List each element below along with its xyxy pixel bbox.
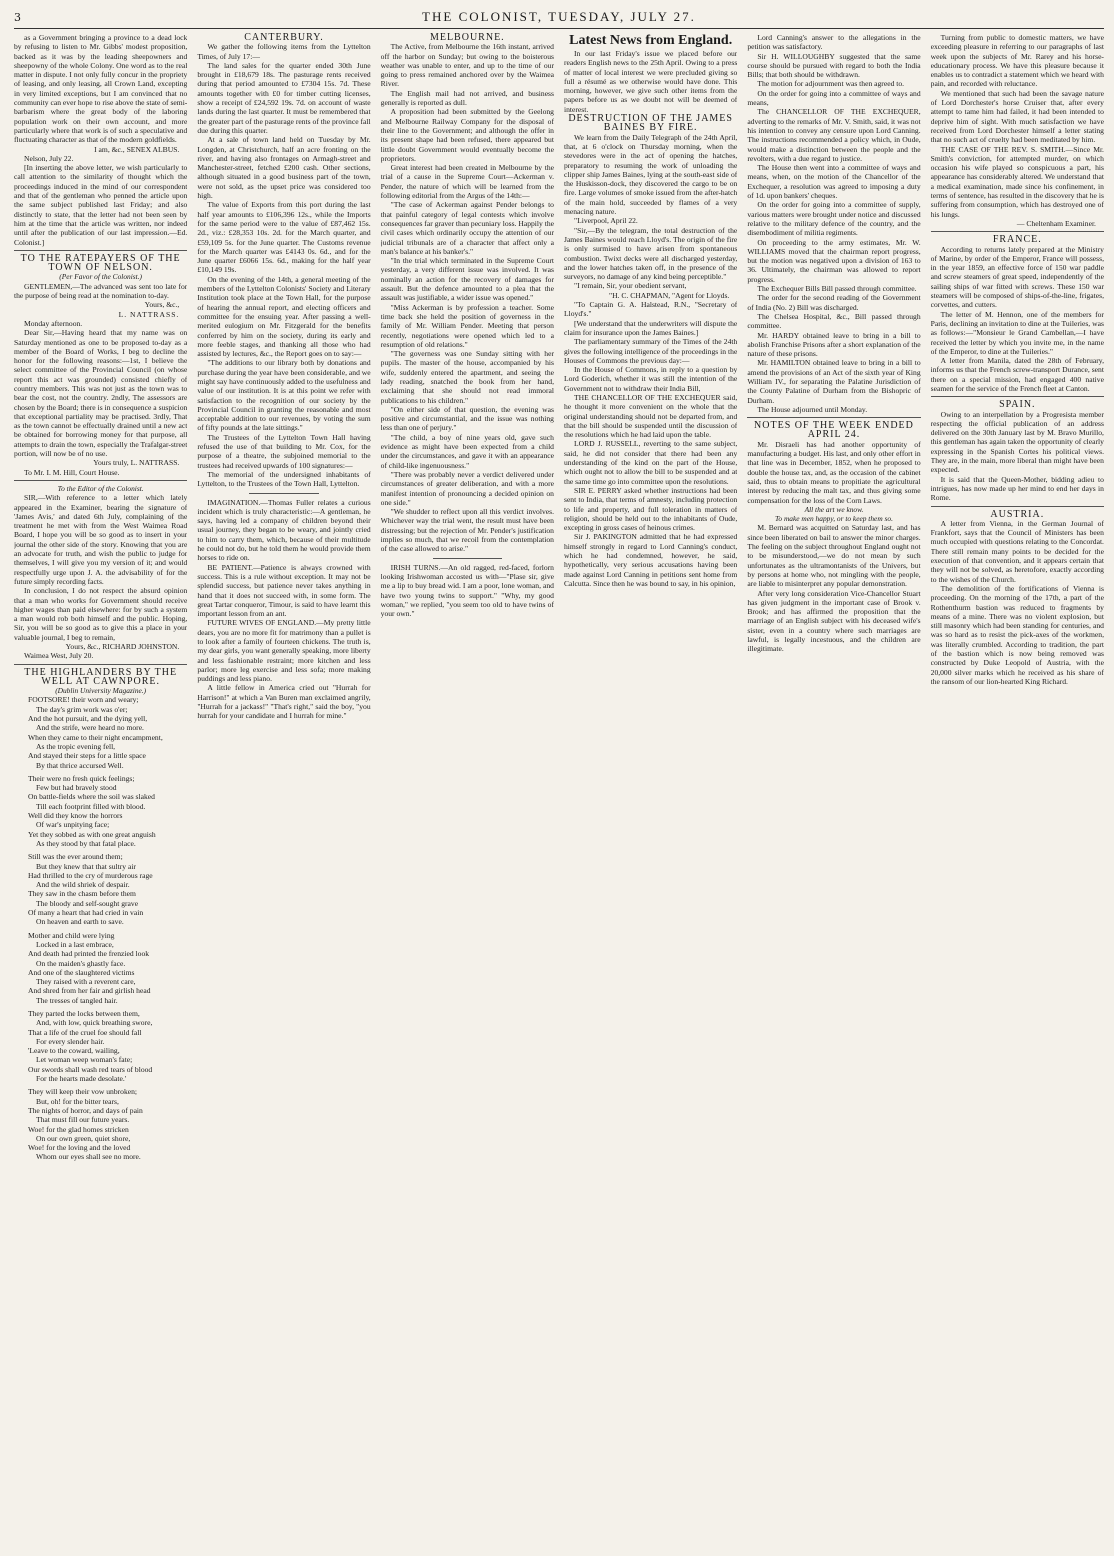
poem-line: On our own green, quiet shore, (36, 1133, 131, 1143)
chelsea-hospital: The Chelsea Hospital, &c., Bill passed through committee. (747, 311, 921, 331)
poem-line: And, with low, quick breathing swore, (36, 1018, 153, 1028)
canning-answer: Lord Canning's answer to the allegations in the petition was satisfactory. (747, 33, 921, 52)
land-sales: The land sales for the quarter ended 30th June brought in £18,679 18s. The pasturage rents received during that period amounted to £7304 15s. 7d. These amounts together with £0 for timber cutting licenses, show a receipt of £24,592 19s. 7d. on account of waste lands during the last quarter. It must be remembered that the greater part of the pasturage rents of the province fall due during this quarter. (197, 60, 371, 135)
english-mail: The English mail had not arrived, and business generally is reported as dull. (380, 88, 554, 108)
heading-highlanders: THE HIGHLANDERS BY THE WELL AT CAWNPORE. (24, 666, 178, 687)
poem-line: Of war's unpitying face; (36, 820, 110, 830)
hennon-letter: The letter of M. Hennon, one of the members for Paris, declining an invitation to dine at the Tuileries, was as follows:—"Monsieur le Grand Cambellan,—I have received the letter by which you invite me, in the name of the Emperor, to dine at the Tuileries." (930, 309, 1104, 356)
column-3 (381, 33, 554, 1553)
disraeli-budget: Mr. Disraeli has had another opportunity of manufacturing a budget. His last, and only other effort in that line was in December, 1852, when he proposed to double the house tax, and, as the occasion of the cabinet said, thus to obtain means to propitiate the agricultural interest by reducing the malt tax, and thus giving some compensation for the loss of the Corn Laws. (747, 439, 921, 505)
masthead (14, 6, 1104, 28)
column-2 (197, 33, 370, 1553)
heading-france: FRANCE. (992, 234, 1042, 246)
army-estimates: On proceeding to the army estimates, Mr. W. WILLIAMS moved that the chairman report progress, but the motion was negatived upon a division of 163 to 36. Ultimately, the chairman was allowed to report progress. (747, 237, 921, 284)
divider (14, 250, 187, 251)
verse-line-1: All the art we know. (804, 504, 864, 514)
divider (931, 506, 1104, 507)
willoughby: Sir H. WILLOUGHBY suggested that the same course should be pursued with regard to both the India Bills; that both should be withdrawn. (747, 51, 921, 80)
heading-james-baines: DESTRUCTION OF THE JAMES BAINES BY FIRE. (568, 113, 733, 134)
heading-melbourne: MELBOURNE. (429, 33, 505, 43)
poem-line: And stayed their steps for a little space (28, 751, 146, 761)
exchequer-bills: The Exchequer Bills Bill passed through committee. (757, 284, 917, 294)
poem-line: As they stood by that fatal place. (36, 838, 136, 848)
town-hall-trustees: The Trustees of the Lyttelton Town Hall having refused the use of that building to Mr. Cox, for the purpose of a theatre, the subjoined memorial to the trustees had received upwards of 100 signatures:— (197, 432, 371, 470)
verse-line-2: To make men happy, or to keep them so. (774, 514, 893, 524)
subheading-dublin: (Dublin University Magazine.) (55, 686, 147, 696)
monday-afternoon: Monday afternoon. (24, 318, 83, 328)
poem-line: And death had printed the frenzied look (28, 949, 150, 959)
railway-proposition: A proposition had been submitted by the Geelong and Melbourne Railway Company for the disposal of their line to the Government; and although the offer in its present shape had been refused, there appeared but little doubt Government would eventually become the proprietors. (380, 107, 554, 163)
poem-highlanders (14, 695, 187, 1161)
irish-turns: IRISH TURNS.—An old ragged, red-faced, forlorn looking Irishwoman accosted us with—"Plase sir, give me a lip to buy bread wid. I am a poor, lone woman, and have two young twins to support." "Why, my good woman," we replied, "you seem too old to have twins of your own." (380, 562, 554, 619)
ways-means-order: On the order for going into a committee of ways and means, (747, 88, 921, 108)
poem-line: Let woman weep woman's fate; (36, 1055, 133, 1065)
poem-line: Well did they know the horrors (28, 811, 123, 821)
poem-line: Of many a heart that had cried in vain (28, 908, 144, 918)
poem-line: FOOTSORE! their worn and weary; (28, 695, 139, 705)
poem-line: Woe! for the glad homes stricken (28, 1124, 129, 1134)
gentlemen-paragraph: GENTLEMEN,—The advanced was sent too late for the purpose of being read at the nomination to-day. (14, 281, 188, 301)
heading-spain: SPAIN. (999, 399, 1036, 411)
poem-line: The bloody and self-sought grave (36, 898, 139, 908)
column-6 (931, 33, 1104, 1553)
divider (14, 480, 187, 481)
lloyds-letter: "Sir,—By the telegram, the total destruction of the James Baines would reach Lloyd's. The origin of the fire is only surmised to have arisen from spontaneous combustion. Twixt decks were all discharged yesterday, and the lower hatches taken off, in the presence of the surveyors, no damage of any kind being perceptible." (563, 225, 738, 282)
last-friday: In our last Friday's issue we placed before our readers English news to the 25th April. Owing to a press of matter of local interest we were precluded giving so full a résumé as we otherwise would have done. This morning, however, we give such other items from the papers before us as we doubt not will be deemed of interest. (563, 49, 738, 114)
poem-line: They parted the locks between them, (28, 1008, 140, 1018)
poem-line: For every slender hair. (36, 1036, 105, 1046)
mr-hardy: Mr. HARDY obtained leave to bring in a bill to abolish Franchise Prisons after a short explanation of the nature of these prisons. (747, 330, 921, 359)
poem-line: Mother and child were lying (28, 930, 115, 940)
divider (14, 664, 187, 665)
poem-line: But they knew that that sultry air (36, 861, 136, 871)
yours-line: Yours, &c., (144, 300, 180, 310)
heading-notes-week: NOTES OF THE WEEK ENDED APRIL 24. (754, 420, 914, 441)
cruiser-horse: We mentioned that such had been the savage nature of Lord Dorchester's horse Cruiser that, after every attempt to tame him had failed, it had been intended to deprive him of sight. With much satisfaction we have received from Lord Dorchester himself a letter stating that no such act of cruelty had been meditated by him. (930, 88, 1104, 145)
dateline-liverpool: "Liverpool, April 22. (573, 216, 638, 226)
divider (747, 417, 920, 418)
poem-line: They raised with a reverent care, (36, 977, 136, 987)
underwriters-note: [We understand that the underwriters will dispute the claim for insurance upon the James Baines.] (563, 318, 738, 337)
imagination: IMAGINATION.—Thomas Fuller relates a curious incident which is truly characteristic:—A gentleman, he says, having led a company of children beyond their usual journey, they began to be weary, and jointly cried to him to carry them, which, because of their multitude he could not do, but he told them he would provide them horses to ride on. (197, 497, 371, 563)
chancellor-reply: THE CHANCELLOR OF THE EXCHEQUER said, he thought it more convenient on the whole that the original understanding should not be departed from, and that the bill should be suspended until the discussion of the resolutions which he had laid upon the table. (563, 392, 738, 440)
column-5 (747, 33, 920, 1553)
signature-senex-albus: I am, &c., SENEX ALBUS. (94, 144, 180, 154)
reflection: "We shudder to reflect upon all this verdict involves. Whichever way the trial went, the result must have been distressing; but the rejection of Mr. Pender's justification implies so much, that we recoil from the contemplation of the case allowed to arise." (380, 507, 554, 554)
source-cheltenham: — Cheltenham Examiner. (1016, 218, 1096, 228)
library-meeting: On the evening of the 14th, a general meeting of the members of the Lyttelton Colonists' Society and Literary Institution took place at the Town Hall, for the purpose of hearing the annual report, and electing officers and committee for the ensuing year. After passing a well-merited eulogium on Mr. Fitzgerald for the benefits conferred by him on the society, during its early and more feeble stages, and thanking all those who had assisted by lectures, &c., the Report goes on to say:— (197, 274, 371, 359)
heading-ratepayers: TO THE RATEPAYERS OF THE TOWN OF NELSON. (20, 252, 181, 274)
lord-russell: LORD J. RUSSELL, reverting to the same subject, said, he did not consider that there had been any understanding of the kind on the part of the House, which ought not to allow the bill to be suspended and at the same time go into committee upon the resolutions. (563, 439, 738, 486)
divider (931, 396, 1104, 397)
masthead-rule (14, 28, 1104, 29)
dateline-nelson: Nelson, July 22. (24, 153, 74, 163)
chancellor-canning: The CHANCELLOR OF THE EXCHEQUER, adverting to the remarks of Mr. V. Smith, said, it was not his intention to convey any censure upon Lord Canning. The instructions recommended a policy which, in Oude, would make a distinction between the people and the revolters, with a due regard to justice. (747, 107, 921, 163)
be-patient: BE PATIENT.—Patience is always crowned with success. This is a rule without exception. It may not be splendid success, but patience never takes anything in hand that it does not succeed with, in some form. The great Tartar conqueror, Timour, is said to have learnt this important lesson from an ant. (197, 562, 371, 619)
governess: "The governess was one Sunday sitting with her pupils. The master of the house, accompanied by his wife, suddenly entered the apartment, and seeing the lady reading, snatched the book from her hand, exclaiming that she should not read immoral publications to his children." (380, 349, 554, 405)
signature-johnston: Yours, &c., RICHARD JOHNSTON. (65, 642, 180, 651)
remain-line: "I remain, Sir, your obedient servant, (573, 281, 687, 291)
daily-telegraph: We learn from the Daily Telegraph of the 24th April, that, at 6 o'clock on Thursday morning, when the stevedores were in the act of opening the hatches, preparatory to resuming the work of unloading the clipper ship James Baines, lying at the south-east side of the Huskisson-dock, they discovered the cargo to be on fire. Large volumes of smoke issued from the after-hatch of the main hold, succeeded by flames of a very menacing nature. (563, 132, 738, 217)
subheading-per-favor: (Per Favor of the Colonist.) (59, 272, 143, 282)
poem-line: And shred from her fair and girlish head (28, 986, 151, 996)
column-4 (564, 33, 737, 1553)
house-adjourned: The House adjourned until Monday. (757, 404, 868, 414)
signature-nattrass: L. NATTRASS. (118, 309, 180, 319)
future-wives: FUTURE WIVES OF ENGLAND.—My pretty little dears, you are no more fit for matrimony than a pullet is to look after a family of fourteen chickens. The truth is, my dear girls, you want generally speaking, more liberty and less fashionable restraint; more kitchen and less parlor; more leg exercise and less sofa; more making puddings and less piano. (197, 618, 371, 684)
rarey-domestic: Turning from public to domestic matters, we have exceeding pleasure in referring to our paragraphs of last week upon the subjects of Mr. Rarey and his horse-educationary process. We have this pleasure because it enables us to contradict a statement which we heard with pain, and recorded with reluctance. (930, 33, 1104, 89)
bankers-cheques: The House then went into a committee of ways and means, when, on the motion of the Chancellor of the Exchequer, a resolution was agreed to imposing a duty of 1d. upon bankers' cheques. (747, 163, 921, 201)
poem-line: Had thrilled to the cry of murderous rage (28, 870, 153, 880)
page-number: 3 (14, 10, 21, 24)
signature-chapman: "H. C. CHAPMAN, "Agent for Lloyds. (608, 290, 730, 300)
sir-perry: SIR E. PERRY asked whether instructions had been sent to India, that terms of amnesty, including protection to life and property, and full toleration in matters of religion, should be held out to the inhabitants of Oude, excepting in gross cases of heinous crimes. (563, 485, 738, 533)
poem-line: On heaven and earth to save. (36, 917, 124, 927)
poem-line: Their were no fresh quick feelings; (28, 773, 135, 783)
columns (14, 33, 1104, 1553)
child-evidence: "The child, a boy of nine years old, gave such evidence as might have been expected from a child under the circumstances, and gave it with an appearance of child-like ingenuousness." (380, 432, 554, 470)
poem-line: By that thrice accursed Well. (36, 760, 124, 770)
town-land-sale: At a sale of town land held on Tuesday by Mr. Longden, at Christchurch, half an acre fronting on the river, and having also frontages on Armagh-street and Manchester-street, fetched £200 cash. Other sections, although situated in a good business part of the town, were not sold, as the upset price was considered too high. (197, 135, 371, 201)
library-additions: "The additions to our library both by donations and purchase during the year have been considerable, and we might say have continuously added to the usefulness and value of our institution. It is at this point we refer with satisfaction to the recognition of our society by the Provincial Council in granting the reasonable and most acceptable addition to our revenues, by voting the sum of fifty pounds at the late sittings." (197, 358, 371, 433)
poem-line: They saw in the chasm before them (28, 889, 136, 899)
rev-smith-case: THE CASE OF THE REV. S. SMITH.—Since Mr. Smith's conviction, for attempted murder, on which occasion his wife played so conspicuous a part, his appearance has considerably altered. We understand that a medical examination, made since his confinement, in terms of sentence, has resulted in the discovery that he is suffering from consumption, which has destroyed one of his lungs. (930, 144, 1104, 219)
poem-line: Still was the ever around them; (28, 852, 123, 862)
dear-sir-letter: Dear Sir,—Having heard that my name was on Saturday mentioned as one to be proposed to-day as a member of the Board of Works, I beg to decline the honor for the following reasons:—1st, I believe the select committee of the Provincial Council (on whose report this act was grounded) consisted chiefly of country members. This was not just as the town was to bear the cost, not the country. 2ndly, The assessors are chosen by the Board; there is in consequence a suspicion that exceptional partiality may be practised. 3rdly, That as the town cannot be effectually drained until a new act be obtained for borrowing money for that purpose, all attempts to drain the town, especially the Trafalgar-street portion, will now be of no use. (14, 328, 188, 459)
spain-murillo: Owing to an interpellation by a Progresista member respecting the official publication of an address delivered on the 30th January last by M. Bravo Murillo, this gentleman has again taken the opportunity of clearly expressing in the Spanish Cortes his political views. They are, in the main, more liberal than might have been expected. (930, 409, 1104, 475)
poem-line: Woe! for the loving and the loved (28, 1143, 131, 1153)
poem-line: On battle-fields where the soil was slaked (28, 792, 155, 802)
motion-adjournment: The motion for adjournment was then agreed to. (757, 79, 905, 89)
divider (931, 231, 1104, 232)
miss-ackerman: "Miss Ackerman is by profession a teacher. Some time back she held the position of governess in the family of Mr. William Pender. Meeting that person recently, negotiations were opened which led to a resumption of old relations." (380, 302, 554, 349)
france-navy: According to returns lately prepared at the Ministry of Marine, by order of the Emperor, France will possess, in the year 1859, an effective force of 150 war paddle and screw steamers of great speed, independently of the sailing ships of war fitted with screws. These 150 war steamers will be composed of ships-of-the-line, frigates, corvettes, and cutters. (930, 244, 1104, 310)
poem-line: But, oh! for the bitter tears, (36, 1096, 119, 1106)
johnston-conclusion: In conclusion, I do not respect the absurd opinion that a man who works for Government should receive higher wages than paid elsewhere: for by such a system a man would rob both himself and the public. Hoping, Sir, you will be so good as to give this a place in your valuable journal, I beg to remain, (14, 586, 188, 642)
address-hill: To Mr. I. M. Hill, Court House. (24, 467, 120, 477)
dateline-waimea: Waimea West, July 20. (24, 651, 94, 661)
poem-line: Locked in a last embrace, (36, 939, 114, 949)
poem-line: Yet they sobbed as with one great anguish (28, 829, 156, 839)
poem-line: As the tropic evening fell, (36, 741, 116, 751)
poem-line: When they came to their night encampment, (28, 732, 163, 742)
hurrah-anecdote: A little fellow in America cried out "Hurrah for Harrison!" at which a Van Buren man exclaimed angrily, "Hurrah for a jackass!" "That's right," said the boy, "you hurrah for your candidate and I hurrah for mine." (197, 683, 371, 721)
editor-note: [In inserting the above letter, we wish particularly to call attention to the similarity of thought which the proceedings induced in the mind of our correspondent and that of the gentleman who penned the article upon the same subject published last Friday; and also distinctly to state, that the letter had not been seen by him at the time that the article was written, nor indeed until after the publication of our last impression.—Ed. Colonist.] (14, 163, 188, 247)
poem-line: For the hearts made desolate.' (36, 1074, 127, 1084)
heading-austria: AUSTRIA. (990, 508, 1045, 520)
parliamentary-summary: The parliamentary summary of the Times of the 24th gives the following intelligence of the proceedings in the Houses of Commons the previous day:— (563, 337, 738, 365)
poem-line: That a life of the cruel foe should fall (28, 1027, 142, 1037)
poem-line: Till each footprint filled with blood. (36, 801, 146, 811)
mr-hamilton: Mr. HAMILTON obtained leave to bring in a bill to amend the provisions of an Act of the sixth year of King William IV., for separating the Palatine Jurisdiction of the County Palatine of Durham from the Bishopric of Durham. (747, 358, 921, 405)
brook-v-brook: After very long consideration Vice-Chancellor Stuart has given judgment in the important case of Brook v. Brook; and has affirmed the proposition that the marriage of an English subject with his deceased wife's sister, even in a country where such marriages are lawful, is legally incestuous, and the children are illegitimate. (747, 588, 921, 654)
poem-line: Our swords shall wash red tears of blood (28, 1064, 153, 1074)
poem-line: On the maiden's ghastly face. (36, 958, 126, 968)
committee-supply: On the order for going into a committee of supply, various matters were brought under notice and discussed relative to the military defence of the country, and the disembodiment of militia regiments. (747, 200, 921, 238)
poem-line: The tresses of tangled hair. (36, 995, 118, 1005)
poem-line: Whom our eyes shall see no more. (36, 1152, 141, 1162)
johnston-letter: SIR,—With reference to a letter which lately appeared in the Examiner, bearing the signature of 'James Avis,' and dated 6th July, complaining of the treatment he met with from the West Waimea Road Board, I hope you will be so good as to insert in your journal the other side of the story. Knowing that you are an advocate for truth, and wish the public to judge for themselves, I will give you my version of it; and would respectfully urge upon J. A. the advisability of for the future simply recording facts. (14, 493, 188, 586)
poem-line: 'Leave to the coward, wailing, (28, 1046, 120, 1056)
case-argus: "The case of Ackerman against Pender belongs to that painful category of legal contests which involve consequences far graver than pecuniary loss. Happily the civil cases which ordinarily occupy the attention of our judicial tribunals are of a character that affect only a man's balance at his banker's." (380, 200, 554, 256)
austria-concordat: A letter from Vienna, in the German Journal of Frankfort, says that the Council of Ministers has been much occupied with questions relating to the Concordat. There still remain many points to be decided for the execution of that convention, and it appears certain that they will not be solved, as heretofore, exactly according to the wishes of the Church. (930, 518, 1104, 584)
trial: "In the trial which terminated in the Supreme Court yesterday, a very different issue was involved. It was nominally an action for the recovery of damages for assault. But the defence amounted to a plea that the assault was justifiable, a wider issue was opened." (380, 256, 554, 303)
exports-imports: The value of Exports from this port during the last half year amounts to £106,396 12s., while the Imports for the same period were to the value of £87,462 15s. 2d., viz.: £28,353 10s. 2d. for the March quarter, and £59,109 5s. for the June quarter. The Customs revenue for the March quarter was £4143 0s. 6d., and for the June quarter £6066 15s. 6d., making for the half year £10,149 19s. (197, 200, 371, 275)
heading-to-editor: To the Editor of the Colonist. (57, 483, 144, 493)
heading-canterbury: CANTERBURY. (244, 33, 324, 43)
canterbury-intro: We gather the following items from the Lyttelton Times, of July 17:— (197, 42, 371, 61)
divider (249, 493, 318, 494)
poem-line: And the hot pursuit, and the dying yell, (28, 714, 148, 724)
poem-line: And the strife, were heard no more. (36, 723, 144, 733)
manila-letter: A letter from Manila, dated the 28th of February, informs us that the French screw-transport Durance, sent there on a special mission, had engaged 400 native seamen for the service of the French fleet at Canton. (930, 356, 1104, 393)
bernard-acquitted: M. Bernard was acquitted on Saturday last, and has since been liberated on bail to answer the minor charges. The feeling on the subject throughout England ought not to be misunderstood,—we do not mean by such unfortunates as the ultramontanists of the Univers, but by persons at home who, not mingling with the people, are liable to misinterpret any popular demonstration. (747, 523, 921, 589)
poem-line: And the wild shriek of despair. (36, 880, 130, 890)
verdict: "There was probably never a verdict delivered under circumstances of greater deliberation, and with a more manifest intention of pronouncing a decided opinion on one side." (380, 469, 554, 507)
address-halstead: "To Captain G. A. Halstead, R.N., "Secretary of Lloyd's." (563, 300, 738, 319)
india-bill-reading: The order for the second reading of the Government of India (No. 2) Bill was discharged. (747, 293, 921, 312)
heading-latest-news: Latest News from England. (569, 33, 733, 48)
poem-line: The nights of horror, and days of pain (28, 1105, 143, 1115)
divider (433, 558, 502, 559)
signature-nattrass-2: Yours truly, L. NATTRASS. (93, 458, 180, 468)
either-side: "On either side of that question, the evening was positive and circumstantial, and the issue was nothing less than one of perjury." (380, 404, 554, 433)
poem-line: Few but had bravely stood (36, 783, 117, 793)
poem-line: The day's grim work was o'er; (36, 704, 128, 714)
masthead-title: THE COLONIST, TUESDAY, JULY 27. (422, 9, 696, 24)
poem-line: They will keep their vow unbroken; (28, 1087, 138, 1097)
ackerman-interest: Great interest had been created in Melbourne by the trial of a cause in the Supreme Court—Ackerman v. Pender, the nature of which will be learned from the following editorial from the Argus of the 14th:— (380, 163, 554, 201)
column-1 (14, 33, 187, 1553)
vienna-demolition: The demolition of the fortifications of Vienna is proceeding. On the morning of the 17th, a part of the Rothenthurm bastion was reduced to fragments by means of a mine. There was no violent explosion, but still masonry which had been standing for centuries, and was so hard as to resist the pick-axes of the workmen, was literally crumbled. According to tradition, the part of the bastion which is now being removed was constructed by Duke Leopold of Austria, with the 20,000 silver marks which he received as his share of the ransom of our lion-hearted King Richard. (930, 583, 1104, 686)
queen-mother: It is said that the Queen-Mother, bidding adieu to intrigues, has now made up her mind to end her days in Rome. (930, 474, 1104, 503)
poem-line: And one of the slaughtered victims (28, 967, 135, 977)
active-arrival: The Active, from Melbourne the 16th instant, arrived off the harbor on Sunday; but owing to the boisterous weather was unable to enter, and up to the time of our going to press remained anchored over by the Waimea River. (380, 42, 554, 89)
memorial: The memorial of the undersigned inhabitants of Lyttelton, to the Trustees of the Town Hall, Lyttelton. (197, 469, 371, 489)
poem-line: That must fill our future years. (36, 1115, 130, 1125)
senex-letter-end: as a Government bringing a province to a dead lock by refusing to listen to Mr. Gibbs' modest proposition, backed as it was by the leading sheepowners and sheepowny of the whole Colony. One word as to the real matter in dispute. I not only fully concur in the propriety of leasing, and only leasing, all Crown Land, excepting in very limited exceptions, but I am convinced that no community can ever hope to rise above the state of semi-barbarism where the great body of the laboring population work on their own account, and more particularly where that work is of such a speculative and fluctuating character as that of the modern goldfields. (14, 33, 188, 145)
house-commons: In the House of Commons, in reply to a question by Lord Goderich, whether it was still the intention of the Government not to withdraw their India Bill, (563, 365, 738, 393)
sir-pakington: Sir J. PAKINGTON admitted that he had expressed himself strongly in regard to Lord Canning's conduct, which he had condemned, however, he said, hypothetically, very serious accusations having been made against Lord Canning in petitions sent home from Calcutta. Since then he was bound to say, in his opinion, (563, 532, 738, 588)
